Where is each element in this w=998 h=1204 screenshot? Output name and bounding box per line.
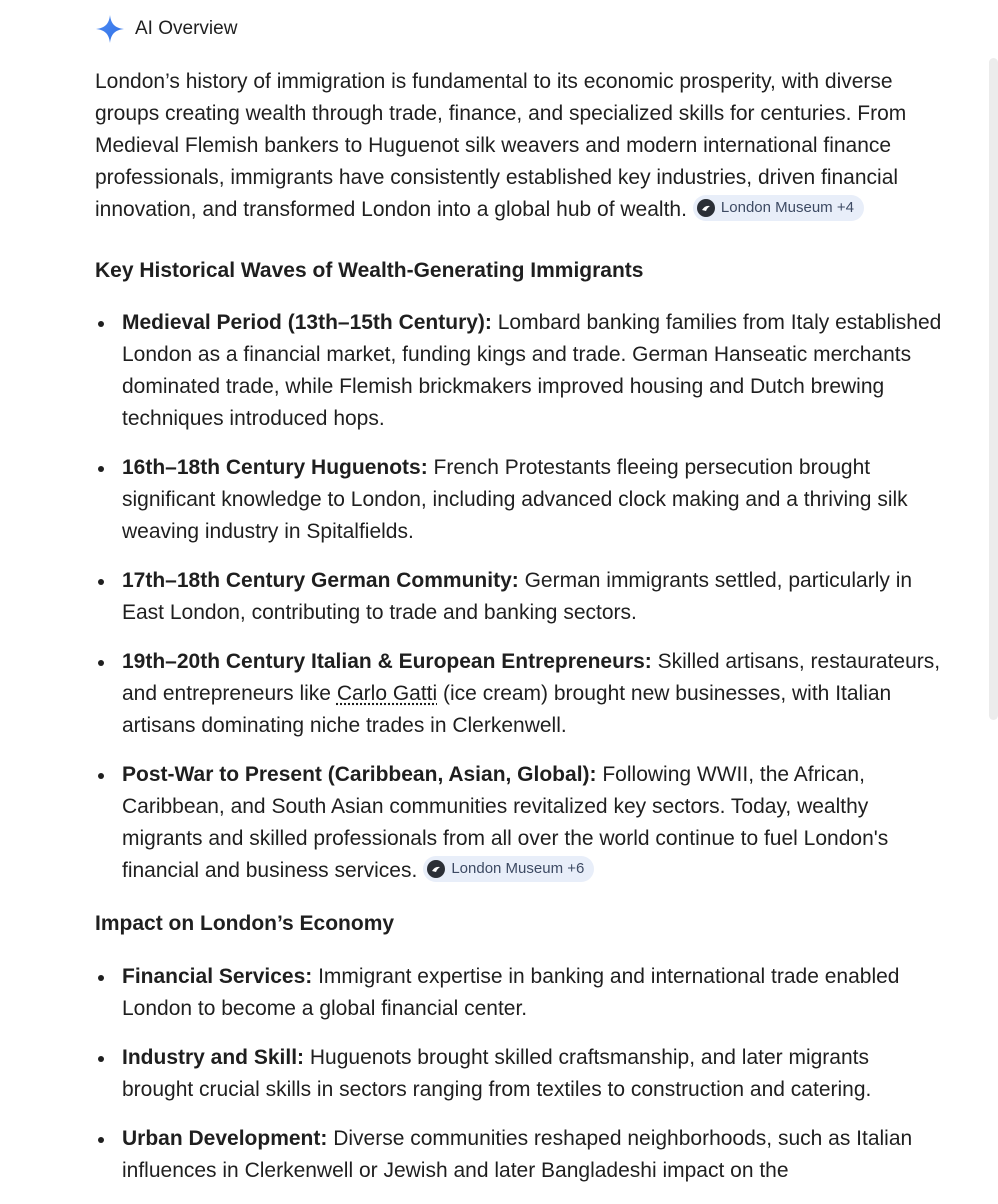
item-lead: Medieval Period (13th–15th Century): <box>122 311 492 334</box>
item-text: Huguenots brought skilled craftsmanship, and later migrants brought crucial skills in sectors ranging from textiles to construction and catering. <box>122 1046 872 1101</box>
item-text: (ice cream) brought new businesses, with Italian artisans dominating niche trades in Clerkenwell. <box>122 682 892 737</box>
overview-content <box>95 66 945 1204</box>
source-favicon-icon <box>697 199 715 217</box>
item-lead: 19th–20th Century Italian & European Entrepreneurs: <box>122 650 652 673</box>
section-heading-impact: Impact on London’s Economy <box>95 912 395 935</box>
intro-paragraph <box>95 66 945 226</box>
item-text: German immigrants settled, particularly in East London, contributing to trade and banking sectors. <box>122 569 913 624</box>
sparkle-icon <box>95 14 125 44</box>
source-favicon-icon <box>427 860 445 878</box>
list-item <box>95 961 945 1025</box>
impact-list <box>95 961 945 1187</box>
list-item <box>95 452 945 548</box>
item-lead: Industry and Skill: <box>122 1046 305 1069</box>
list-item <box>95 646 945 742</box>
intro-text: London’s history of immigration is fundamental to its economic prosperity, with diverse groups creating wealth through trade, finance, and specialized skills for centuries. From Medieval Flemish bankers to Huguenot silk weavers and modern international finance professionals, immigrants have consistently established key industries, driven financial innovation, and transformed London into a global hub of wealth. <box>95 70 907 221</box>
list-item <box>95 565 945 629</box>
ai-overview-header <box>95 14 237 44</box>
scrollbar[interactable] <box>989 58 998 720</box>
item-lead: Financial Services: <box>122 965 313 988</box>
item-lead: Post-War to Present (Caribbean, Asian, Global): <box>122 763 597 786</box>
item-lead: 17th–18th Century German Community: <box>122 569 519 592</box>
waves-list <box>95 307 945 887</box>
item-text: Diverse communities reshaped neighborhoods, such as Italian influences in Clerkenwell or Jewish and later Bangladeshi impact on the <box>122 1127 913 1182</box>
source-chip[interactable] <box>693 195 864 221</box>
item-lead: Urban Development: <box>122 1127 328 1150</box>
source-chip[interactable] <box>423 856 594 882</box>
section-heading-waves: Key Historical Waves of Wealth-Generating Immigrants <box>95 259 644 282</box>
item-text: Following WWII, the African, Caribbean, and South Asian communities revitalized key sectors. Today, wealthy migrants and skilled professionals from all over the world continue to fuel London's financial and business services. <box>122 763 889 882</box>
list-item <box>95 307 945 435</box>
item-text: Lombard banking families from Italy established London as a financial market, funding kings and trade. German Hanseatic merchants dominated trade, while Flemish brickmakers improved housing and Dutch brewing techniques introduced hops. <box>122 311 942 430</box>
carlo-gatti-link[interactable]: Carlo Gatti <box>336 682 438 705</box>
source-chip-label: London Museum +4 <box>720 199 854 216</box>
list-item <box>95 759 945 887</box>
item-text: French Protestants fleeing persecution brought significant knowledge to London, including advanced clock making and a thriving silk weaving industry in Spitalfields. <box>122 456 908 543</box>
item-text: Skilled artisans, restaurateurs, and entrepreneurs like <box>122 650 941 705</box>
list-item <box>95 1123 945 1187</box>
list-item <box>95 1042 945 1106</box>
source-chip-label: London Museum +6 <box>451 860 585 877</box>
item-lead: 16th–18th Century Huguenots: <box>122 456 428 479</box>
ai-overview-title: AI Overview <box>135 18 238 39</box>
item-text: Immigrant expertise in banking and international trade enabled London to become a global financial center. <box>122 965 900 1020</box>
